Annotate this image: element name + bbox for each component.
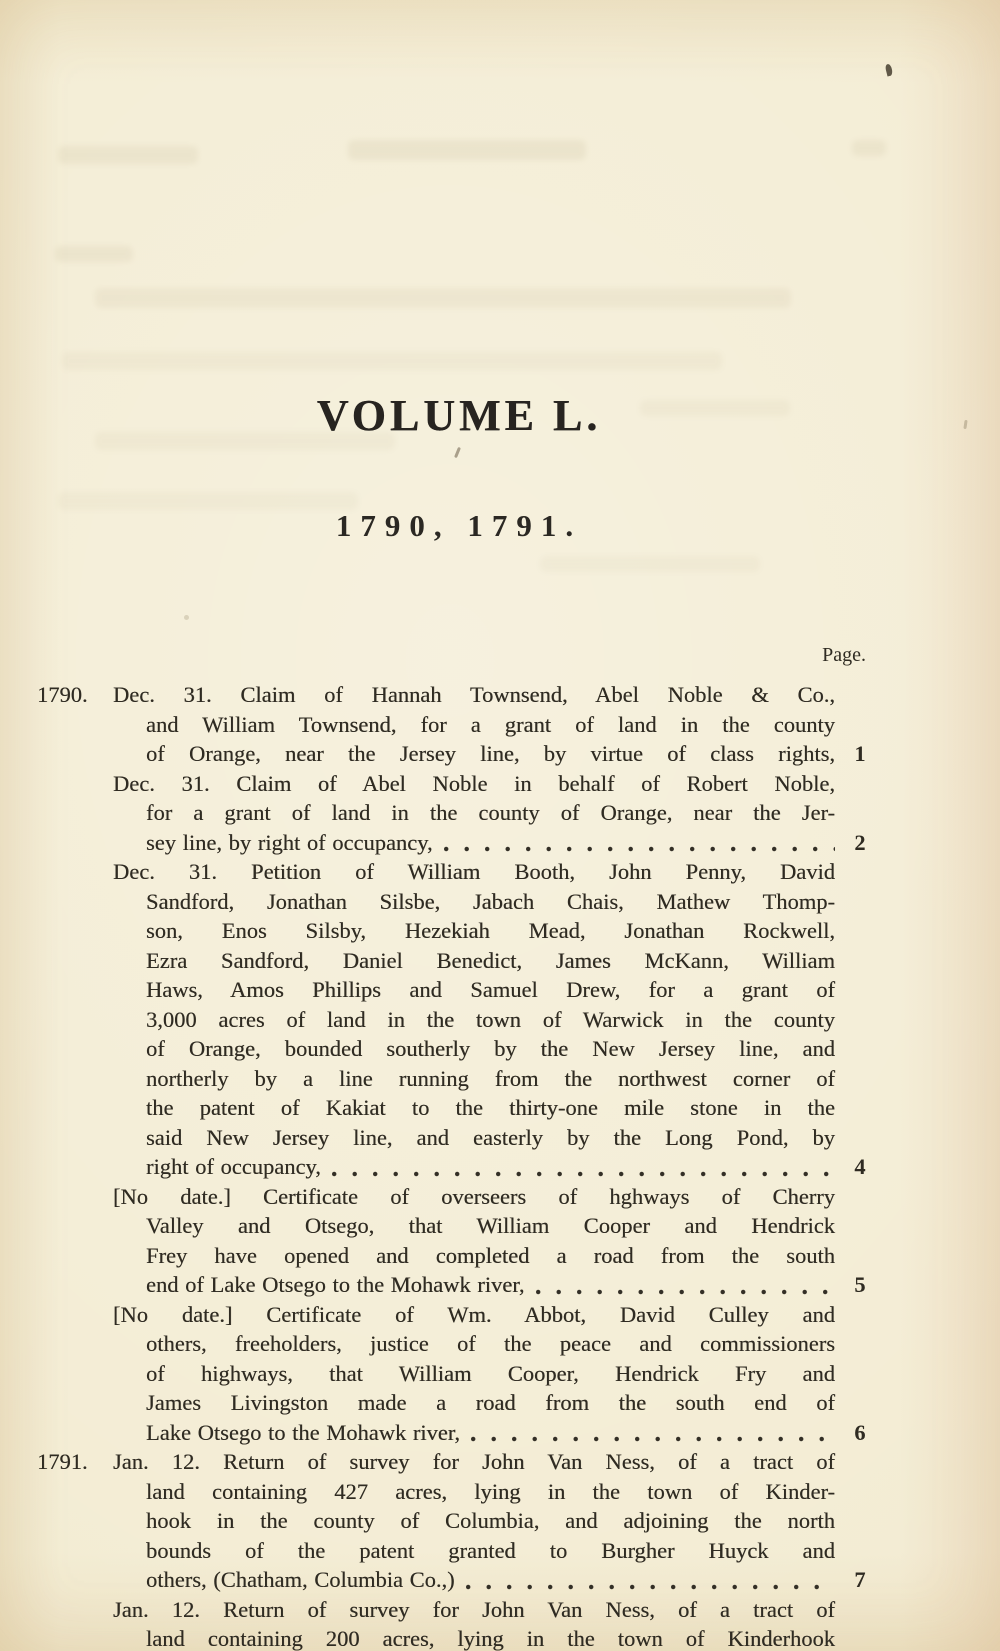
entry-line-text: hook in the county of Columbia, and adjoining the north: [146, 1508, 835, 1533]
entry-line: [113, 680, 835, 710]
entry-line-text: sey line, by right of occupancy,: [146, 829, 433, 855]
entry-line: [146, 739, 835, 769]
entry-line: [113, 769, 835, 799]
entry-line: [146, 1064, 835, 1094]
entry-line: [146, 1152, 835, 1182]
entry-line: [146, 710, 835, 740]
entry-line: [146, 1477, 835, 1507]
entry-page-number: 4: [854, 1154, 866, 1179]
entry-line-text: northerly by a line running from the northwest corner of: [146, 1065, 835, 1091]
entry-page-number: 6: [854, 1419, 866, 1445]
entry-line-text: land containing 427 acres, lying in the town of Kinder-: [146, 1478, 835, 1504]
entry-text: [113, 1595, 835, 1651]
entry-line-text: right of occupancy,: [146, 1154, 321, 1179]
dot-leader: [527, 1270, 836, 1300]
entry-line: [146, 1329, 835, 1359]
entry-page-number: 7: [854, 1567, 866, 1592]
entry-line-text: Haws, Amos Phillips and Samuel Drew, for a grant of: [146, 977, 835, 1002]
entry-line-text: Jan. 12. Return of survey for John Van Ness, of a tract of: [113, 1596, 835, 1622]
bleed-through-text: [62, 352, 722, 370]
entry-line: [113, 857, 835, 887]
ink-speck: [454, 447, 461, 458]
bleed-through-text: [540, 556, 760, 572]
index-entry: [37, 680, 866, 769]
index-entry: [113, 857, 866, 1182]
index-entry: [113, 1595, 835, 1651]
entry-line: [113, 1182, 835, 1212]
entry-line-text: land containing 200 acres, lying in the town of Kinderhook: [146, 1626, 835, 1651]
entry-line-text: Sandford, Jonathan Silsbe, Jabach Chais, Mathew Thomp-: [146, 888, 835, 914]
entry-line-text: 3,000 acres of land in the town of Warwick in the county: [146, 1006, 835, 1032]
index-entry: [113, 1182, 866, 1300]
entry-year: 1790.: [37, 682, 88, 707]
entry-text: [113, 1447, 835, 1595]
entry-page-number: 1: [854, 741, 866, 766]
bleed-through-text: [852, 140, 886, 156]
entry-line: [146, 1506, 835, 1536]
dot-leader: [435, 828, 835, 858]
entry-line-text: son, Enos Silsby, Hezekiah Mead, Jonathan Rockwell,: [146, 918, 835, 943]
entry-line: [146, 887, 835, 917]
entry-line-text: bounds of the patent granted to Burgher Huyck and: [146, 1537, 835, 1563]
entry-line-text: James Livingston made a road from the south end of: [146, 1390, 835, 1415]
entry-line: [146, 1211, 835, 1241]
ink-speck: [963, 420, 967, 429]
entry-line-text: Dec. 31. Claim of Hannah Townsend, Abel Noble & Co.,: [113, 682, 835, 707]
entry-line: [146, 828, 835, 858]
bleed-through-text: [95, 288, 791, 308]
dot-leader: [323, 1152, 835, 1182]
entry-line: [146, 1241, 835, 1271]
entry-text: [113, 769, 835, 858]
entry-line: [146, 1034, 835, 1064]
entry-line: [146, 1270, 835, 1300]
page-column-label: Page.: [822, 644, 866, 666]
entry-line: [146, 946, 835, 976]
entry-page-number: 5: [854, 1272, 866, 1297]
entry-line-text: Frey have opened and completed a road from the south: [146, 1242, 835, 1268]
entry-line-text: of Orange, near the Jersey line, by virtue of class rights,: [146, 741, 835, 766]
entry-year: 1791.: [37, 1449, 88, 1474]
entry-line-text: the patent of Kakiat to the thirty-one mile stone in the: [146, 1095, 835, 1120]
index-entry: [113, 769, 866, 858]
entry-line-text: others, (Chatham, Columbia Co.,): [146, 1567, 455, 1592]
entry-line-text: Ezra Sandford, Daniel Benedict, James McKann, William: [146, 947, 835, 973]
entry-line-text: of Orange, bounded southerly by the New Jersey line, and: [146, 1036, 835, 1061]
entry-line: [146, 1093, 835, 1123]
entry-line: [146, 1359, 835, 1389]
entry-text: [113, 1182, 835, 1300]
entry-line-text: and William Townsend, for a grant of land in the county: [146, 711, 835, 737]
entry-line: [146, 975, 835, 1005]
dot-leader: [457, 1565, 835, 1595]
ink-speck: [885, 63, 894, 76]
ink-speck: [184, 615, 189, 620]
bleed-through-text: [58, 146, 198, 164]
entry-line-text: [No date.] Certificate of overseers of hghways of Cherry: [113, 1183, 835, 1209]
entry-line: [146, 1536, 835, 1566]
entry-line-text: Dec. 31. Claim of Abel Noble in behalf of Robert Noble,: [113, 770, 835, 796]
index-entry: [37, 1447, 866, 1595]
entry-line: [146, 1418, 835, 1448]
entry-line-text: for a grant of land in the county of Orange, near the Jer-: [146, 800, 835, 825]
entry-line: [146, 1005, 835, 1035]
bleed-through-text: [348, 140, 586, 160]
dot-leader: [462, 1418, 835, 1448]
entry-line-text: end of Lake Otsego to the Mohawk river,: [146, 1272, 525, 1297]
volume-years: 1790, 1791.: [335, 508, 583, 543]
entry-line-text: of highways, that William Cooper, Hendrick Fry and: [146, 1360, 835, 1386]
entry-text: [113, 857, 835, 1182]
entry-line: [146, 798, 835, 828]
entry-line-text: said New Jersey line, and easterly by the Long Pond, by: [146, 1124, 835, 1150]
entry-line: [146, 1388, 835, 1418]
entry-page-number: 2: [854, 829, 866, 855]
entry-line-text: [No date.] Certificate of Wm. Abbot, David Culley and: [113, 1301, 835, 1327]
entry-line: [113, 1595, 835, 1625]
entry-line: [113, 1447, 835, 1477]
entry-line-text: Jan. 12. Return of survey for John Van Ness, of a tract of: [113, 1449, 835, 1474]
entry-text: [113, 1300, 835, 1448]
entry-line: [146, 1123, 835, 1153]
entry-line-text: Lake Otsego to the Mohawk river,: [146, 1419, 461, 1445]
index-entry: [113, 1300, 866, 1448]
entry-text: [113, 680, 835, 769]
index-entries: [37, 680, 866, 1651]
entry-line: [146, 1565, 835, 1595]
entry-line: [146, 1624, 835, 1651]
volume-title: VOLUME L.: [316, 391, 602, 440]
entry-line-text: others, freeholders, justice of the peace and commissioners: [146, 1331, 835, 1356]
entry-line-text: Dec. 31. Petition of William Booth, John Penny, David: [113, 859, 835, 884]
bleed-through-text: [55, 246, 133, 262]
entry-line-text: Valley and Otsego, that William Cooper and Hendrick: [146, 1213, 835, 1238]
entry-line: [146, 916, 835, 946]
entry-line: [113, 1300, 835, 1330]
